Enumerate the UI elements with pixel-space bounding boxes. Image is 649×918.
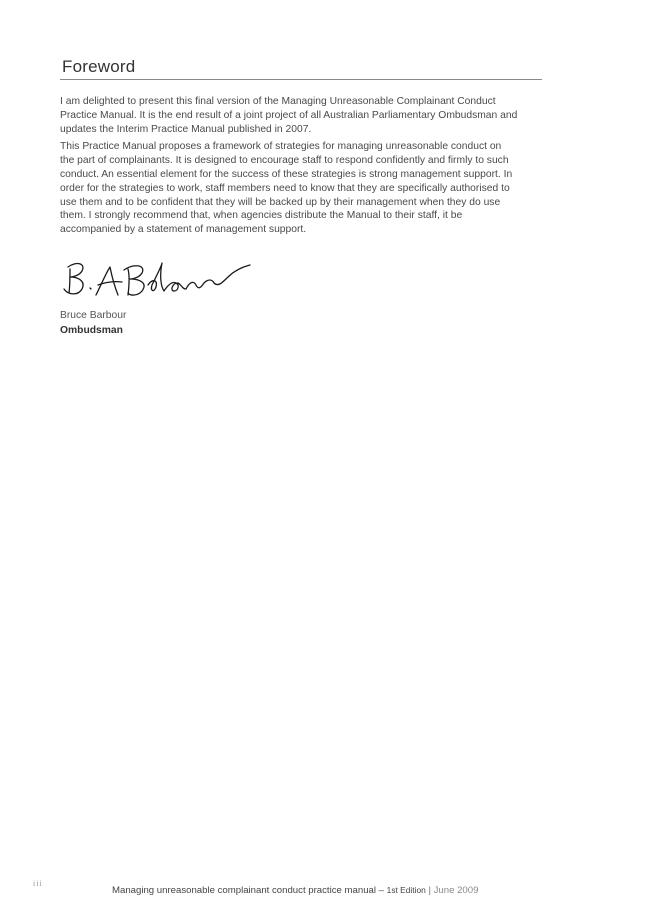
signer-role: Ombudsman xyxy=(60,325,123,336)
footer-date: June 2009 xyxy=(433,885,479,896)
page-title: Foreword xyxy=(62,57,136,76)
signer-name: Bruce Barbour xyxy=(60,310,127,321)
footer-separator: | xyxy=(425,885,434,896)
page-footer xyxy=(112,885,478,896)
paragraph-framework: This Practice Manual proposes a framework of strategies for managing unreasonable conduct on the part of complainants. It is designed to encourage staff to respond confidently and firmly to such conduct. An essential element for the success of these strategies is strong management support. In order for the strategies to work, staff members need to know that they are specifically authorised to use them and to be confident that they will be backed up by their management when they do use them. I strongly recommend that, when agencies distribute the Manual to their staff, it be accompanied by a statement of management support. xyxy=(60,141,513,236)
foreword-body xyxy=(60,95,518,241)
footer-manual-title: Managing unreasonable complainant conduct practice manual – xyxy=(112,885,387,896)
title-divider xyxy=(60,79,542,80)
page-number: iii xyxy=(33,879,43,888)
footer-edition: 1st Edition xyxy=(386,885,426,895)
paragraph-intro: I am delighted to present this final version of the Managing Unreasonable Complainant Conduct Practice Manual. It is the end result of a joint project of all Australian Parliamentary Ombudsman and updates the Interim Practice Manual published in 2007. xyxy=(60,96,518,135)
handwritten-signature xyxy=(58,255,273,305)
